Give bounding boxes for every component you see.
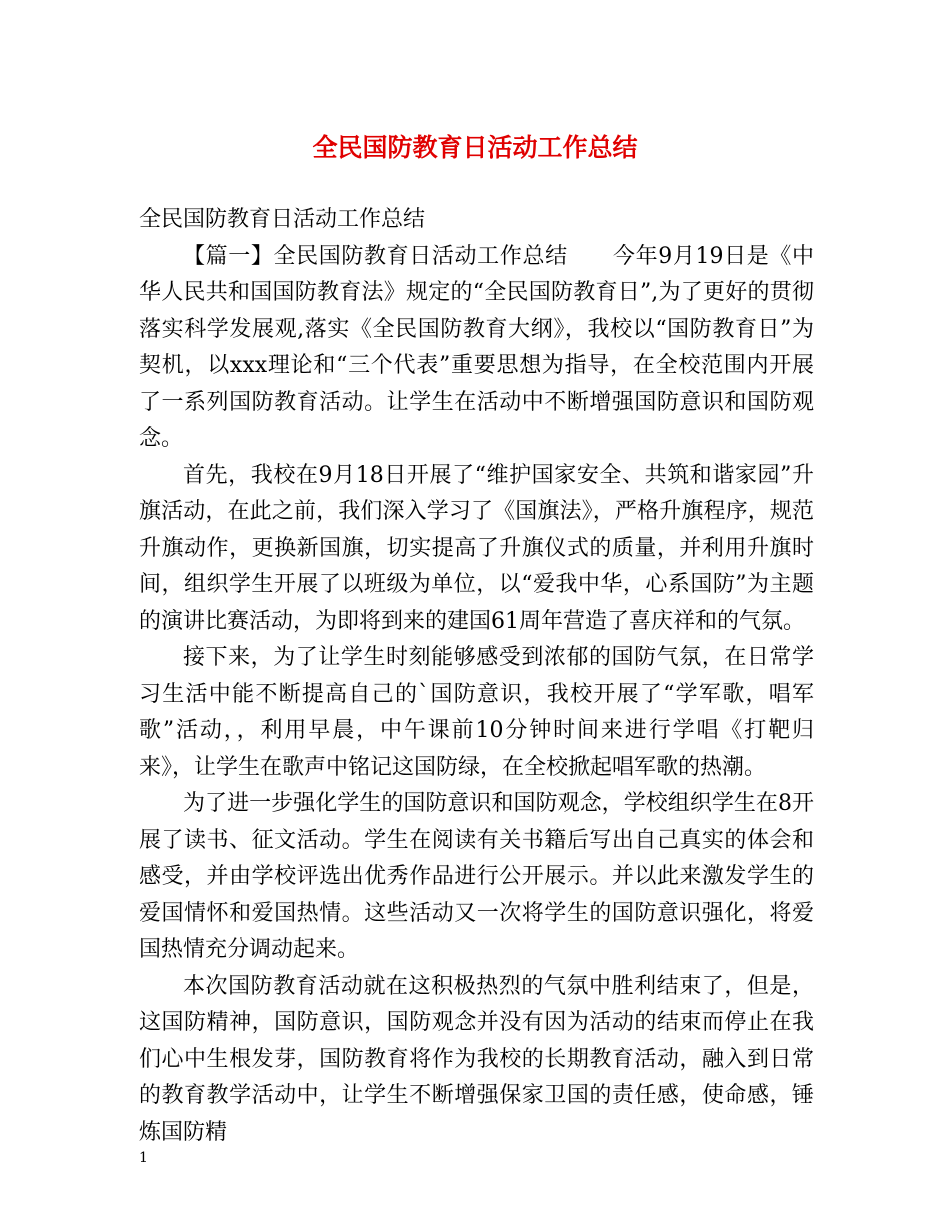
document-subtitle: 全民国防教育日活动工作总结	[139, 207, 426, 232]
paragraph-4: 为了进一步强化学生的国防意识和国防观念，学校组织学生在8开展了读书、征文活动。学生在阅读有关书籍后写出自己真实的体会和感受，并由学校评选出优秀作品进行公开展示。并以此来激发学生的爱国情怀和爱国热情。这些活动又一次将学生的国防意识强化，将爱国热情充分调动起来。	[139, 791, 814, 962]
paragraph-3: 接下来，为了让学生时刻能够感受到浓郁的国防气氛，在日常学习生活中能不断提高自己的`国防意识，我校开展了“学军歌，唱军歌”活动，，利用早晨，中午课前10分钟时间来进行学唱《打靶归来》，让学生在歌声中铭记这国防绿，在全校掀起唱军歌的热潮。	[139, 645, 814, 780]
document-title: 全民国防教育日活动工作总结	[312, 133, 638, 162]
paragraph-2: 首先，我校在9月18日开展了“维护国家安全、共筑和谐家园”升旗活动，在此之前，我们深入学习了《国旗法》，严格升旗程序，规范升旗动作，更换新国旗，切实提高了升旗仪式的质量，并利用升旗时间，组织学生开展了以班级为单位，以“爱我中华，心系国防”为主题的演讲比赛活动，为即将到来的建国61周年营造了喜庆祥和的气氛。	[139, 462, 814, 634]
document-body	[139, 202, 814, 1151]
paragraph-5: 本次国防教育活动就在这积极热烈的气氛中胜利结束了，但是，这国防精神，国防意识，国防观念并没有因为活动的结束而停止在我们心中生根发芽，国防教育将作为我校的长期教育活动，融入到日常的教育教学活动中，让学生不断增强保家卫国的责任感，使命感，锤炼国防精	[139, 973, 814, 1145]
page-number: 1	[139, 1150, 148, 1166]
paragraph-1: 【篇一】全民国防教育日活动工作总结 今年9月19日是《中华人民共和国国防教育法》规定的“全民国防教育日”,为了更好的贯彻落实科学发展观,落实《全民国防教育大纲》，我校以“国防教育日”为契机，以xxx理论和“三个代表”重要思想为指导，在全校范围内开展了一系列国防教育活动。让学生在活动中不断增强国防意识和国防观念。	[139, 243, 814, 451]
